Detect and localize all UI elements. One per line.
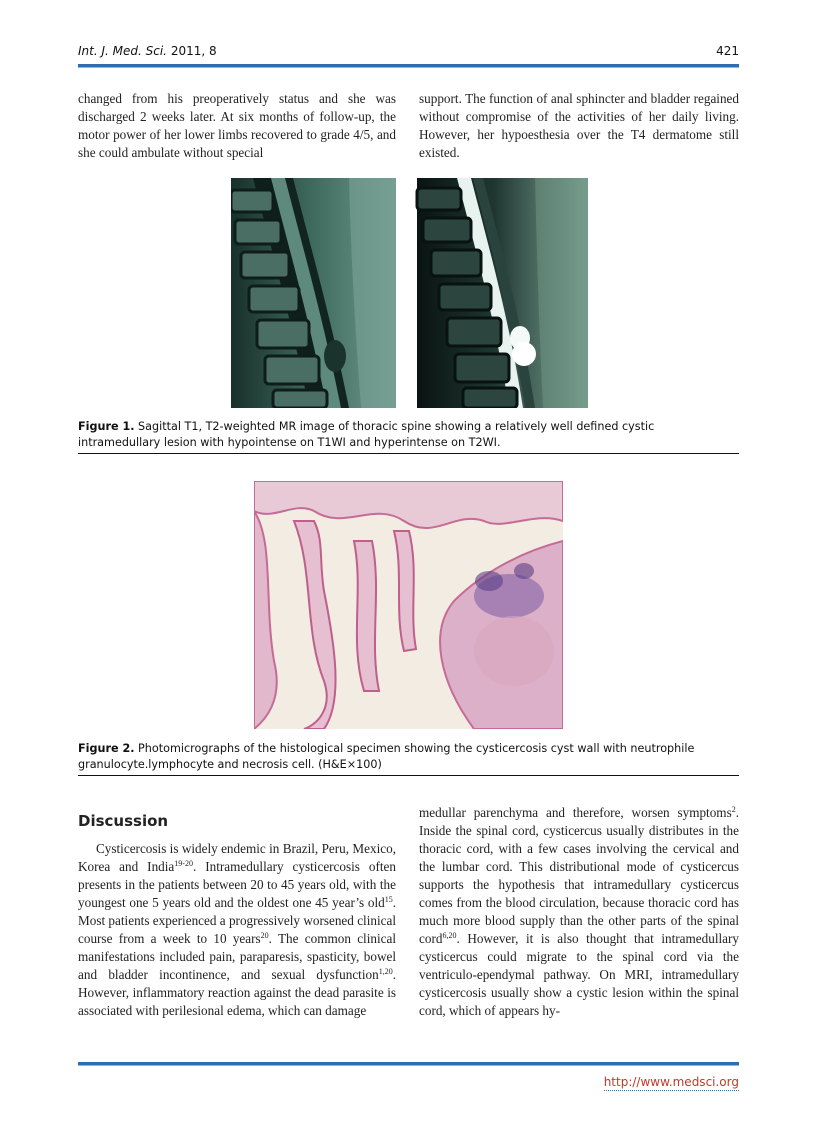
journal-citation bbox=[78, 44, 217, 58]
discussion-text: . The common clinical manifestations included pain, paraparesis, spasticity, bowel and bladder incontinence, and sexual dysfunction bbox=[78, 931, 396, 982]
top-text-right-column bbox=[419, 90, 739, 162]
journal-website-link[interactable]: http://www.medsci.org bbox=[603, 1075, 739, 1089]
figure1-caption bbox=[78, 419, 739, 454]
running-header bbox=[78, 40, 739, 62]
header-rule bbox=[78, 64, 739, 68]
citation: 2 bbox=[731, 805, 736, 814]
discussion-left-column bbox=[78, 840, 396, 1020]
journal-name: Int. J. Med. Sci. bbox=[78, 44, 167, 58]
footer-rule bbox=[78, 1062, 739, 1066]
top-paragraph-left: changed from his preoperatively status and she was discharged 2 weeks later. At six months of follow-up, the motor power of her lower limbs recovered to grade 4/5, and she could ambulate without special bbox=[78, 91, 396, 160]
citation: 20 bbox=[260, 931, 269, 940]
discussion-text: . However, it is also thought that intramedullary cysticercus could migrate to the spinal cord via the ventriculo-ependymal pathway. On MRI, intramedullary cysticercosis usually show a cystic lesion within the spinal cord, which of appears hy- bbox=[419, 931, 739, 1018]
discussion-text: medullar parenchyma and therefore, worsen symptoms bbox=[419, 805, 732, 820]
discussion-paragraph-left bbox=[78, 840, 396, 1020]
citation: 1,20 bbox=[378, 967, 393, 976]
figure2-caption bbox=[78, 741, 739, 776]
top-paragraph-right: support. The function of anal sphincter and bladder regained without compromise of the activities of her daily living. However, her hypoesthesia over the T4 dermatome still existed. bbox=[419, 91, 739, 160]
figure1-caption-text: Sagittal T1, T2-weighted MR image of thoracic spine showing a relatively well defined cystic intramedullary lesion with hypointense on T1WI and hyperintense on T2WI. bbox=[78, 420, 655, 449]
citation: 15 bbox=[384, 895, 393, 904]
t1-mri-panel bbox=[231, 178, 396, 408]
journal-year-volume: 2011, 8 bbox=[170, 44, 217, 58]
discussion-text: . Most patients experienced a progressively worsened clinical course from a week to 10 years bbox=[78, 895, 396, 946]
t2-mri-panel bbox=[417, 178, 588, 408]
discussion-text: . Inside the spinal cord, cysticercus usually distributes in the thoracic cord, with a few cases involving the cervical and the lumbar cord. This distributional mode of cysticercus supports the hypothesis that intramedullary cysticercus comes from the blood circulation, because thoracic cord has much more blood supply than the other parts of the spinal cord bbox=[419, 805, 739, 946]
discussion-text: . However, inflammatory reaction against the dead parasite is associated with perilesional edema, which can damage bbox=[78, 967, 396, 1018]
figure1-mri-images bbox=[231, 178, 588, 408]
figure1-label: Figure 1. bbox=[78, 420, 135, 433]
discussion-text: Cysticercosis is widely endemic in Brazil, Peru, Mexico, Korea and India bbox=[78, 841, 396, 874]
page-number: 421 bbox=[716, 44, 739, 58]
figure2-caption-text: Photomicrographs of the histological specimen showing the cysticercosis cyst wall with neutrophile granulocyte.lymphocyte and necrosis cell. (H&E×100) bbox=[78, 742, 695, 771]
citation: 19-20 bbox=[174, 859, 193, 868]
discussion-text: . Intramedullary cysticercosis often presents in the patients between 20 to 45 years old, with the youngest one 5 years old and the oldest one 45 year’s old bbox=[78, 859, 396, 910]
citation: 6,20 bbox=[442, 931, 457, 940]
top-text-left-column bbox=[78, 90, 396, 162]
discussion-heading: Discussion bbox=[78, 812, 169, 830]
discussion-right-column bbox=[419, 804, 739, 1020]
figure2-label: Figure 2. bbox=[78, 742, 135, 755]
discussion-paragraph-right bbox=[419, 804, 739, 1020]
figure2-histology-image bbox=[254, 481, 563, 729]
